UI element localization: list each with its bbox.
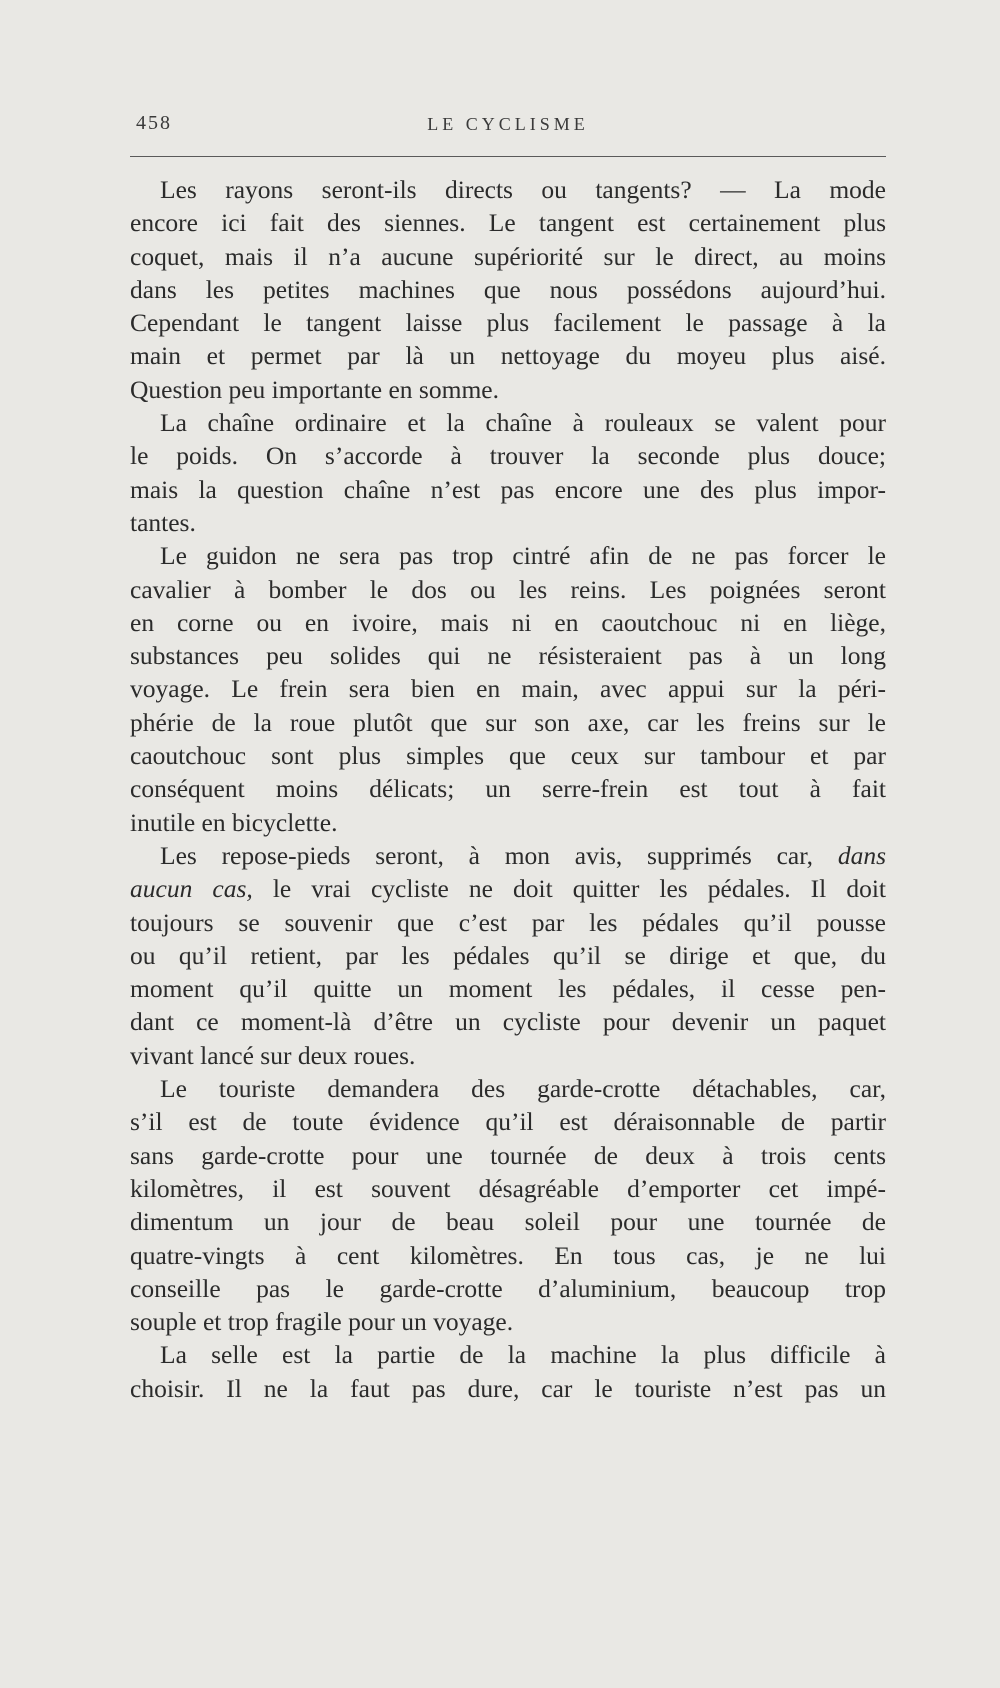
text-line: toujours se souvenir que c’est par les pédales qu’il pousse [130, 907, 886, 937]
text-line: vivant lancé sur deux roues. [130, 1040, 416, 1070]
text-line: Les rayons seront-ils directs ou tangents? — La mode [160, 175, 886, 204]
text-line: tantes. [130, 507, 196, 537]
italic-text: dans [837, 840, 887, 870]
text-line: phérie de la roue plutôt que sur son axe, car les freins sur le [130, 707, 886, 737]
text-line: main et permet par là un nettoyage du moyeu plus aisé. [130, 341, 886, 371]
text-line: moment qu’il quitte un moment les pédales, il cesse pen- [130, 974, 886, 1004]
text-line [130, 872, 886, 905]
text-line: kilomètres, il est souvent désagréable d’emporter cet impé- [130, 1173, 886, 1203]
text-line: voyage. Le frein sera bien en main, avec appui sur la péri- [130, 674, 886, 704]
text-line: Question peu importante en somme. [130, 374, 499, 404]
text-line: cavalier à bomber le dos ou les reins. Les poignées seront [130, 574, 886, 604]
text-line: dans les petites machines que nous possédons aujourd’hui. [130, 274, 886, 304]
text-line [130, 839, 886, 872]
text-line: Le guidon ne sera pas trop cintré afin de ne pas forcer le [160, 541, 886, 571]
text-line: encore ici fait des siennes. Le tangent est certainement plus [130, 208, 886, 238]
text-line: conseille pas le garde-crotte d’aluminium, beaucoup trop [130, 1273, 886, 1303]
text-line: s’il est de toute évidence qu’il est déraisonnable de partir [130, 1107, 886, 1137]
text-line: le poids. On s’accorde à trouver la seconde plus douce; [130, 441, 886, 471]
text-line: dant ce moment-là d’être un cycliste pour devenir un paquet [130, 1007, 886, 1037]
text-line: dimentum un jour de beau soleil pour une tournée de [130, 1207, 886, 1237]
body-text [130, 173, 886, 1405]
text-line: sans garde-crotte pour une tournée de deux à trois cents [130, 1140, 886, 1170]
text-line: La selle est la partie de la machine la plus difficile à [160, 1340, 886, 1370]
running-title: LE CYCLISME [427, 114, 589, 134]
text-segment: Les repose-pieds seront, à mon avis, supprimés car, [160, 840, 814, 870]
text-line: Le touriste demandera des garde-crotte détachables, car, [160, 1074, 886, 1104]
text-line: conséquent moins délicats; un serre-frein est tout à fait [130, 774, 886, 804]
page-header [130, 112, 886, 140]
text-line: choisir. Il ne la faut pas dure, car le touriste n’est pas un [130, 1373, 886, 1403]
text-line: Cependant le tangent laisse plus facilement le passage à la [130, 308, 886, 338]
text-line: souple et trop fragile pour un voyage. [130, 1307, 514, 1337]
page-number: 458 [136, 112, 172, 134]
text-line: La chaîne ordinaire et la chaîne à rouleaux se valent pour [160, 408, 886, 438]
text-line: inutile en bicyclette. [130, 807, 338, 837]
text-line: en corne ou en ivoire, mais ni en caoutchouc ni en liège, [130, 607, 886, 637]
italic-text: aucun cas, [130, 874, 253, 904]
text-segment: le vrai cycliste ne doit quitter les pédales. Il doit [272, 874, 886, 904]
text-line: coquet, mais il n’a aucune supériorité sur le direct, au moins [130, 241, 886, 271]
text-line: ou qu’il retient, par les pédales qu’il se dirige et que, du [130, 940, 886, 970]
header-rule [130, 156, 886, 157]
text-line: caoutchouc sont plus simples que ceux sur tambour et par [130, 741, 886, 771]
text-line: mais la question chaîne n’est pas encore une des plus impor- [130, 474, 886, 504]
text-line: quatre-vingts à cent kilomètres. En tous cas, je ne lui [130, 1240, 886, 1270]
text-line: substances peu solides qui ne résisteraient pas à un long [130, 641, 886, 671]
